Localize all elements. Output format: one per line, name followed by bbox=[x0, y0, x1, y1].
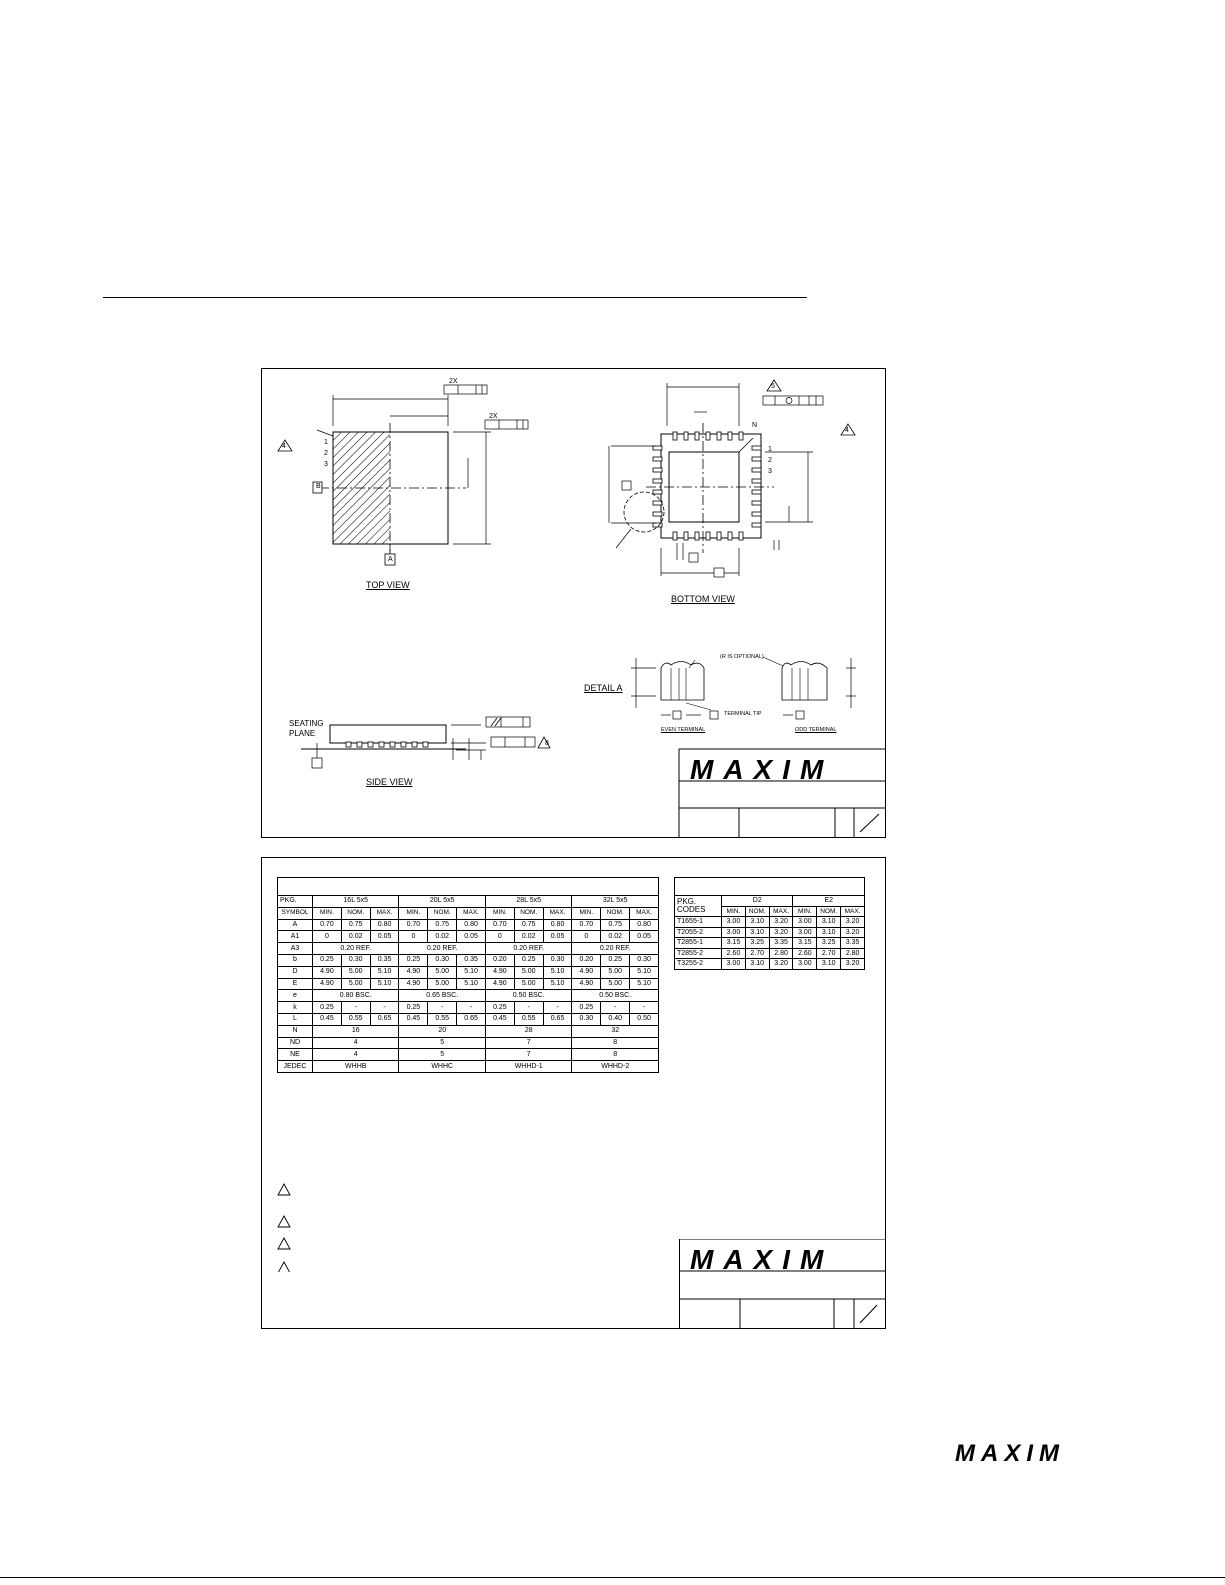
value-cell: 5.00 bbox=[601, 966, 630, 978]
pkg-code-cell: T2055-2 bbox=[675, 927, 722, 938]
symbol-cell: b bbox=[278, 954, 313, 966]
value-cell: 2.70 bbox=[817, 948, 841, 959]
table-row bbox=[278, 943, 659, 955]
value-cell: - bbox=[428, 1002, 457, 1014]
value-cell: 8 bbox=[572, 1049, 659, 1061]
value-cell: 3.35 bbox=[769, 938, 793, 949]
pkg-header: 16L 5x5 bbox=[313, 896, 399, 908]
value-cell: 0.55 bbox=[428, 1013, 457, 1025]
value-cell: 3.00 bbox=[722, 959, 746, 970]
detail-a bbox=[631, 657, 856, 719]
value-cell: 0.75 bbox=[428, 919, 457, 931]
symbol-cell: A bbox=[278, 919, 313, 931]
symbol-cell: JEDEC bbox=[278, 1061, 313, 1073]
value-cell: 0 bbox=[485, 931, 514, 943]
value-cell: 3.20 bbox=[769, 927, 793, 938]
value-cell: 3.10 bbox=[817, 927, 841, 938]
pkg-header: 28L 5x5 bbox=[485, 896, 571, 908]
value-cell: 0.02 bbox=[514, 931, 543, 943]
value-cell: 3.00 bbox=[793, 917, 817, 928]
value-cell: 0.65 bbox=[457, 1013, 486, 1025]
value-cell: 0.30 bbox=[543, 954, 572, 966]
table-row bbox=[278, 966, 659, 978]
value-cell: 32 bbox=[572, 1025, 659, 1037]
title-block-logo-1: MAXIM bbox=[690, 754, 834, 785]
datum-a-label: A bbox=[388, 556, 393, 563]
value-cell: 4.90 bbox=[485, 966, 514, 978]
value-cell: 5.00 bbox=[341, 966, 370, 978]
value-cell: 0.45 bbox=[485, 1013, 514, 1025]
pad-header-row bbox=[675, 896, 865, 907]
col-max: MAX. bbox=[841, 906, 865, 917]
tol-2x-label-b: 2X bbox=[489, 413, 498, 420]
value-cell: - bbox=[601, 1002, 630, 1014]
top-rule bbox=[103, 297, 807, 298]
table-row bbox=[278, 1002, 659, 1014]
value-cell: 0.25 bbox=[514, 954, 543, 966]
col-nom: NOM. bbox=[514, 907, 543, 919]
table-row bbox=[278, 1061, 659, 1073]
value-cell: 3.00 bbox=[722, 927, 746, 938]
value-cell: 0.80 bbox=[543, 919, 572, 931]
pkg-code-cell: T2855-1 bbox=[675, 938, 722, 949]
bottom-rule bbox=[0, 1577, 1225, 1578]
pkg-header: 20L 5x5 bbox=[399, 896, 485, 908]
pkg-header: 32L 5x5 bbox=[572, 896, 659, 908]
value-cell: 2.60 bbox=[722, 948, 746, 959]
note-8-label: 8 bbox=[545, 740, 549, 747]
value-cell: 0.25 bbox=[399, 1002, 428, 1014]
value-cell: 3.20 bbox=[841, 959, 865, 970]
symbol-label: SYMBOL bbox=[278, 907, 313, 919]
table-row bbox=[675, 927, 865, 938]
value-cell: 0.45 bbox=[399, 1013, 428, 1025]
value-cell: 0.75 bbox=[341, 919, 370, 931]
value-cell: 0.05 bbox=[630, 931, 659, 943]
table-row bbox=[675, 948, 865, 959]
value-cell: 0.20 bbox=[485, 954, 514, 966]
value-cell: 7 bbox=[485, 1037, 571, 1049]
value-cell: 3.25 bbox=[745, 938, 769, 949]
table-row bbox=[278, 954, 659, 966]
pad-table-title-bar bbox=[674, 877, 865, 895]
pkg-codes-line1: PKG. bbox=[677, 897, 697, 906]
value-cell: 3.15 bbox=[722, 938, 746, 949]
value-cell: 20 bbox=[399, 1025, 485, 1037]
table-header-row bbox=[278, 896, 659, 908]
value-cell: WHHC bbox=[399, 1061, 485, 1073]
value-cell: 5.00 bbox=[514, 966, 543, 978]
col-min: MIN. bbox=[722, 906, 746, 917]
value-cell: 0 bbox=[313, 931, 342, 943]
value-cell: 3.10 bbox=[745, 959, 769, 970]
value-cell: 8 bbox=[572, 1037, 659, 1049]
table-row bbox=[278, 919, 659, 931]
value-cell: 5.10 bbox=[543, 966, 572, 978]
pin-n-label: N bbox=[752, 422, 758, 429]
value-cell: 0.05 bbox=[370, 931, 399, 943]
table-row bbox=[675, 917, 865, 928]
dim-table-title-bar bbox=[277, 877, 659, 895]
seating-plane-line2: PLANE bbox=[289, 729, 316, 738]
value-cell: 0.25 bbox=[313, 1002, 342, 1014]
value-cell: 3.10 bbox=[817, 959, 841, 970]
pkg-codes-label bbox=[675, 896, 722, 917]
value-cell: WHHB bbox=[313, 1061, 399, 1073]
bottom-view bbox=[609, 380, 855, 577]
value-cell: 5.10 bbox=[370, 978, 399, 990]
value-cell: 4.90 bbox=[399, 966, 428, 978]
r-optional-label: (R IS OPTIONAL) bbox=[720, 654, 764, 660]
bottom-pin-3-label: 3 bbox=[768, 468, 772, 475]
value-cell: 0.70 bbox=[572, 919, 601, 931]
value-cell: 3.00 bbox=[793, 959, 817, 970]
value-cell: 4.90 bbox=[572, 978, 601, 990]
value-cell: 3.20 bbox=[841, 917, 865, 928]
tol-2x-label-a: 2X bbox=[449, 378, 458, 385]
value-cell: 0.30 bbox=[630, 954, 659, 966]
col-max: MAX. bbox=[769, 906, 793, 917]
value-cell: 3.10 bbox=[745, 927, 769, 938]
value-cell: 4 bbox=[313, 1049, 399, 1061]
value-cell: 3.10 bbox=[745, 917, 769, 928]
symbol-cell: NE bbox=[278, 1049, 313, 1061]
col-nom: NOM. bbox=[745, 906, 769, 917]
col-max: MAX. bbox=[457, 907, 486, 919]
value-cell: 0.05 bbox=[457, 931, 486, 943]
symbol-cell: N bbox=[278, 1025, 313, 1037]
value-cell: 5.10 bbox=[543, 978, 572, 990]
value-cell: 4 bbox=[313, 1037, 399, 1049]
value-cell: 0.30 bbox=[428, 954, 457, 966]
side-view bbox=[301, 717, 550, 768]
value-cell: 0.02 bbox=[341, 931, 370, 943]
table-row bbox=[278, 1025, 659, 1037]
value-cell: 4.90 bbox=[485, 978, 514, 990]
value-cell: 0.25 bbox=[399, 954, 428, 966]
table-row bbox=[675, 959, 865, 970]
value-cell: 0.50 BSC. bbox=[572, 990, 659, 1002]
note-triangles bbox=[276, 1182, 296, 1272]
value-cell: 5.00 bbox=[428, 978, 457, 990]
value-cell: 2.80 bbox=[841, 948, 865, 959]
symbol-cell: ND bbox=[278, 1037, 313, 1049]
symbol-cell: D bbox=[278, 966, 313, 978]
table-row bbox=[278, 1013, 659, 1025]
value-cell: 0.30 bbox=[572, 1013, 601, 1025]
col-min: MIN. bbox=[313, 907, 342, 919]
pin-2-label: 2 bbox=[324, 450, 328, 457]
col-min: MIN. bbox=[485, 907, 514, 919]
value-cell: 0.65 BSC. bbox=[399, 990, 485, 1002]
value-cell: 4.90 bbox=[572, 966, 601, 978]
pkg-code-cell: T2855-2 bbox=[675, 948, 722, 959]
value-cell: 0.65 bbox=[370, 1013, 399, 1025]
table-row bbox=[278, 1037, 659, 1049]
value-cell: 2.60 bbox=[793, 948, 817, 959]
value-cell: - bbox=[630, 1002, 659, 1014]
value-cell: - bbox=[457, 1002, 486, 1014]
col-nom: NOM. bbox=[601, 907, 630, 919]
value-cell: 3.20 bbox=[769, 917, 793, 928]
col-nom: NOM. bbox=[428, 907, 457, 919]
table-row bbox=[278, 931, 659, 943]
value-cell: 0.80 BSC. bbox=[313, 990, 399, 1002]
even-terminal-label: EVEN TERMINAL bbox=[661, 727, 706, 733]
symbol-cell: e bbox=[278, 990, 313, 1002]
value-cell: - bbox=[341, 1002, 370, 1014]
value-cell: WHHD-2 bbox=[572, 1061, 659, 1073]
bottom-pin-2-label: 2 bbox=[768, 457, 772, 464]
value-cell: 0.02 bbox=[428, 931, 457, 943]
col-max: MAX. bbox=[543, 907, 572, 919]
value-cell: 5.00 bbox=[601, 978, 630, 990]
symbol-cell: A1 bbox=[278, 931, 313, 943]
value-cell: 4.90 bbox=[399, 978, 428, 990]
value-cell: 3.25 bbox=[817, 938, 841, 949]
note-triangle-icon bbox=[278, 1216, 290, 1227]
pkg-code-cell: T1655-1 bbox=[675, 917, 722, 928]
value-cell: 5.10 bbox=[457, 966, 486, 978]
value-cell: 2.80 bbox=[769, 948, 793, 959]
detail-a-label: DETAIL A bbox=[584, 683, 623, 693]
bottom-pin-1-label: 1 bbox=[768, 446, 772, 453]
value-cell: 5.00 bbox=[514, 978, 543, 990]
value-cell: 0 bbox=[399, 931, 428, 943]
pin-3-label: 3 bbox=[324, 461, 328, 468]
value-cell: 0 bbox=[572, 931, 601, 943]
dimension-table bbox=[277, 895, 659, 1073]
bottom-view-label: BOTTOM VIEW bbox=[671, 594, 735, 604]
datum-b-label: B bbox=[316, 483, 321, 490]
note-5-bottom: 5 bbox=[771, 383, 775, 390]
symbol-cell: k bbox=[278, 1002, 313, 1014]
pkg-codes-line2: CODES bbox=[677, 905, 706, 914]
value-cell: 0.20 REF. bbox=[572, 943, 659, 955]
footer-maxim-logo: MAXIM bbox=[955, 1440, 1065, 1467]
pkg-label: PKG. bbox=[278, 896, 313, 908]
symbol-cell: L bbox=[278, 1013, 313, 1025]
pkg-code-cell: T3255-2 bbox=[675, 959, 722, 970]
value-cell: 3.15 bbox=[793, 938, 817, 949]
pin-1-label: 1 bbox=[324, 439, 328, 446]
value-cell: 0.80 bbox=[370, 919, 399, 931]
value-cell: 0.30 bbox=[341, 954, 370, 966]
top-view bbox=[278, 385, 528, 565]
value-cell: 5 bbox=[399, 1037, 485, 1049]
value-cell: 0.50 BSC. bbox=[485, 990, 571, 1002]
value-cell: 0.75 bbox=[514, 919, 543, 931]
e2-header: E2 bbox=[793, 896, 865, 907]
value-cell: 0.25 bbox=[313, 954, 342, 966]
value-cell: 0.20 REF. bbox=[485, 943, 571, 955]
value-cell: 0.25 bbox=[601, 954, 630, 966]
value-cell: 0.20 REF. bbox=[313, 943, 399, 955]
table-row bbox=[278, 1049, 659, 1061]
value-cell: 7 bbox=[485, 1049, 571, 1061]
value-cell: 4.90 bbox=[313, 966, 342, 978]
value-cell: 0.50 bbox=[630, 1013, 659, 1025]
value-cell: 0.05 bbox=[543, 931, 572, 943]
value-cell: 3.00 bbox=[793, 927, 817, 938]
note-triangle-icon bbox=[278, 1262, 290, 1272]
table-subheader-row bbox=[278, 907, 659, 919]
value-cell: - bbox=[543, 1002, 572, 1014]
value-cell: 0.70 bbox=[399, 919, 428, 931]
value-cell: 5.10 bbox=[630, 966, 659, 978]
table-row bbox=[278, 990, 659, 1002]
note-4-bottom: 4 bbox=[845, 427, 849, 434]
col-min: MIN. bbox=[793, 906, 817, 917]
value-cell: 5.10 bbox=[370, 966, 399, 978]
value-cell: 0.55 bbox=[341, 1013, 370, 1025]
seating-plane-line1: SEATING bbox=[289, 719, 324, 728]
d2-header: D2 bbox=[722, 896, 793, 907]
col-max: MAX. bbox=[370, 907, 399, 919]
value-cell: - bbox=[514, 1002, 543, 1014]
value-cell: 3.20 bbox=[841, 927, 865, 938]
value-cell: 3.20 bbox=[769, 959, 793, 970]
value-cell: 0.02 bbox=[601, 931, 630, 943]
note-triangle-icon bbox=[278, 1238, 290, 1249]
value-cell: 5.00 bbox=[341, 978, 370, 990]
value-cell: 0.20 bbox=[572, 954, 601, 966]
value-cell: 0.35 bbox=[457, 954, 486, 966]
value-cell: WHHD-1 bbox=[485, 1061, 571, 1073]
col-nom: NOM. bbox=[341, 907, 370, 919]
value-cell: 28 bbox=[485, 1025, 571, 1037]
value-cell: 0.70 bbox=[313, 919, 342, 931]
odd-terminal-label: ODD TERMINAL bbox=[795, 727, 837, 733]
value-cell: 5.00 bbox=[428, 966, 457, 978]
value-cell: 3.10 bbox=[817, 917, 841, 928]
col-min: MIN. bbox=[399, 907, 428, 919]
note-4-top: 4 bbox=[282, 443, 286, 450]
col-min: MIN. bbox=[572, 907, 601, 919]
side-view-label: SIDE VIEW bbox=[366, 777, 413, 787]
value-cell: 0.75 bbox=[601, 919, 630, 931]
top-view-label: TOP VIEW bbox=[366, 580, 410, 590]
value-cell: 0.45 bbox=[313, 1013, 342, 1025]
value-cell: 0.40 bbox=[601, 1013, 630, 1025]
value-cell: - bbox=[370, 1002, 399, 1014]
note-triangle-icon bbox=[278, 1184, 290, 1195]
symbol-cell: E bbox=[278, 978, 313, 990]
value-cell: 3.35 bbox=[841, 938, 865, 949]
value-cell: 0.65 bbox=[543, 1013, 572, 1025]
value-cell: 0.80 bbox=[457, 919, 486, 931]
value-cell: 4.90 bbox=[313, 978, 342, 990]
value-cell: 3.00 bbox=[722, 917, 746, 928]
exposed-pad-table bbox=[674, 895, 865, 970]
symbol-cell: A3 bbox=[278, 943, 313, 955]
table-row bbox=[278, 978, 659, 990]
value-cell: 0.80 bbox=[630, 919, 659, 931]
value-cell: 5 bbox=[399, 1049, 485, 1061]
value-cell: 0.35 bbox=[370, 954, 399, 966]
terminal-tip-label: TERMINAL TIP bbox=[724, 711, 762, 717]
value-cell: 2.70 bbox=[745, 948, 769, 959]
value-cell: 0.20 REF. bbox=[399, 943, 485, 955]
table-row bbox=[675, 938, 865, 949]
value-cell: 5.10 bbox=[457, 978, 486, 990]
col-max: MAX. bbox=[630, 907, 659, 919]
value-cell: 16 bbox=[313, 1025, 399, 1037]
value-cell: 0.25 bbox=[572, 1002, 601, 1014]
value-cell: 5.10 bbox=[630, 978, 659, 990]
value-cell: 0.55 bbox=[514, 1013, 543, 1025]
col-nom: NOM. bbox=[817, 906, 841, 917]
value-cell: 0.70 bbox=[485, 919, 514, 931]
title-block-logo-2: MAXIM bbox=[690, 1244, 834, 1275]
value-cell: 0.25 bbox=[485, 1002, 514, 1014]
